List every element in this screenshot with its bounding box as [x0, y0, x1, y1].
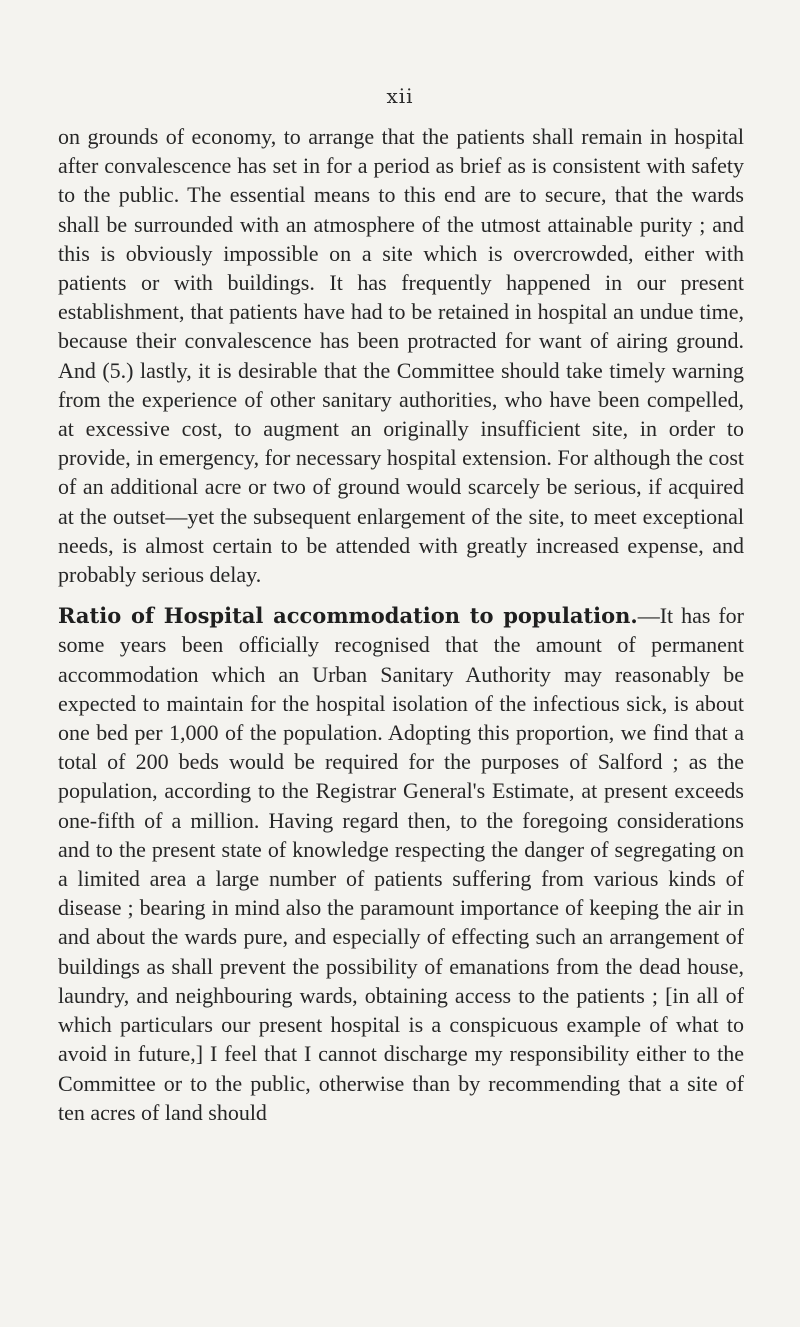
paragraph-first: on grounds of economy, to arrange that the patients shall remain in hospital after convalescence has set in for a period as brief as is consistent with safety to the public. The essential means to this end are to secure, that the wards shall be surrounded with an atmosphere of the utmost attainable purity ; and this is obviously impossible on a site which is overcrowded, either with patients or with buildings. It has frequently happened in our present establishment, that patients have had to be retained in hospital an undue time, because their convalescence has been protracted for want of airing ground. And (5.) lastly, it is desirable that the Committee should take timely warning from the experience of other sanitary authorities, who have been compelled, at excessive cost, to augment an originally insufficient site, in order to provide, in emergency, for necessary hospital extension. For although the cost of an additional acre or two of ground would scarcely be serious, if acquired at the outset—yet the subsequent enlargement of the site, to meet exceptional needs, is almost certain to be attended with greatly increased expense, and probably serious delay. [58, 124, 744, 588]
page-number: xii [386, 84, 414, 108]
section-heading: Ratio of Hospital accommodation to population. [58, 603, 638, 629]
body-text [58, 122, 744, 1127]
paragraph-second [58, 601, 744, 1127]
paragraph-second-body: —It has for some years been officially recognised that the amount of permanent accommodation which an Urban Sanitary Authority may reasonably be expected to maintain for the hospital isolation of the infectious sick, is about one bed per 1,000 of the population. Adopting this proportion, we find that a total of 200 beds would be required for the purposes of Salford ; as the population, according to the Registrar General's Estimate, at present exceeds one-fifth of a million. Having regard then, to the foregoing considerations and to the present state of knowledge respecting the danger of segregating on a limited area a large number of patients suffering from various kinds of disease ; bearing in mind also the paramount importance of keeping the air in and about the wards pure, and especially of effecting such an arrangement of buildings as shall prevent the possibility of emanations from the dead house, laundry, and neighbouring wards, obtaining access to the patients ; [in all of which particulars our present hospital is a conspicuous example of what to avoid in future,] I feel that I cannot discharge my responsibility either to the Committee or to the public, otherwise than by recommending that a site of ten acres of land should [58, 603, 744, 1125]
